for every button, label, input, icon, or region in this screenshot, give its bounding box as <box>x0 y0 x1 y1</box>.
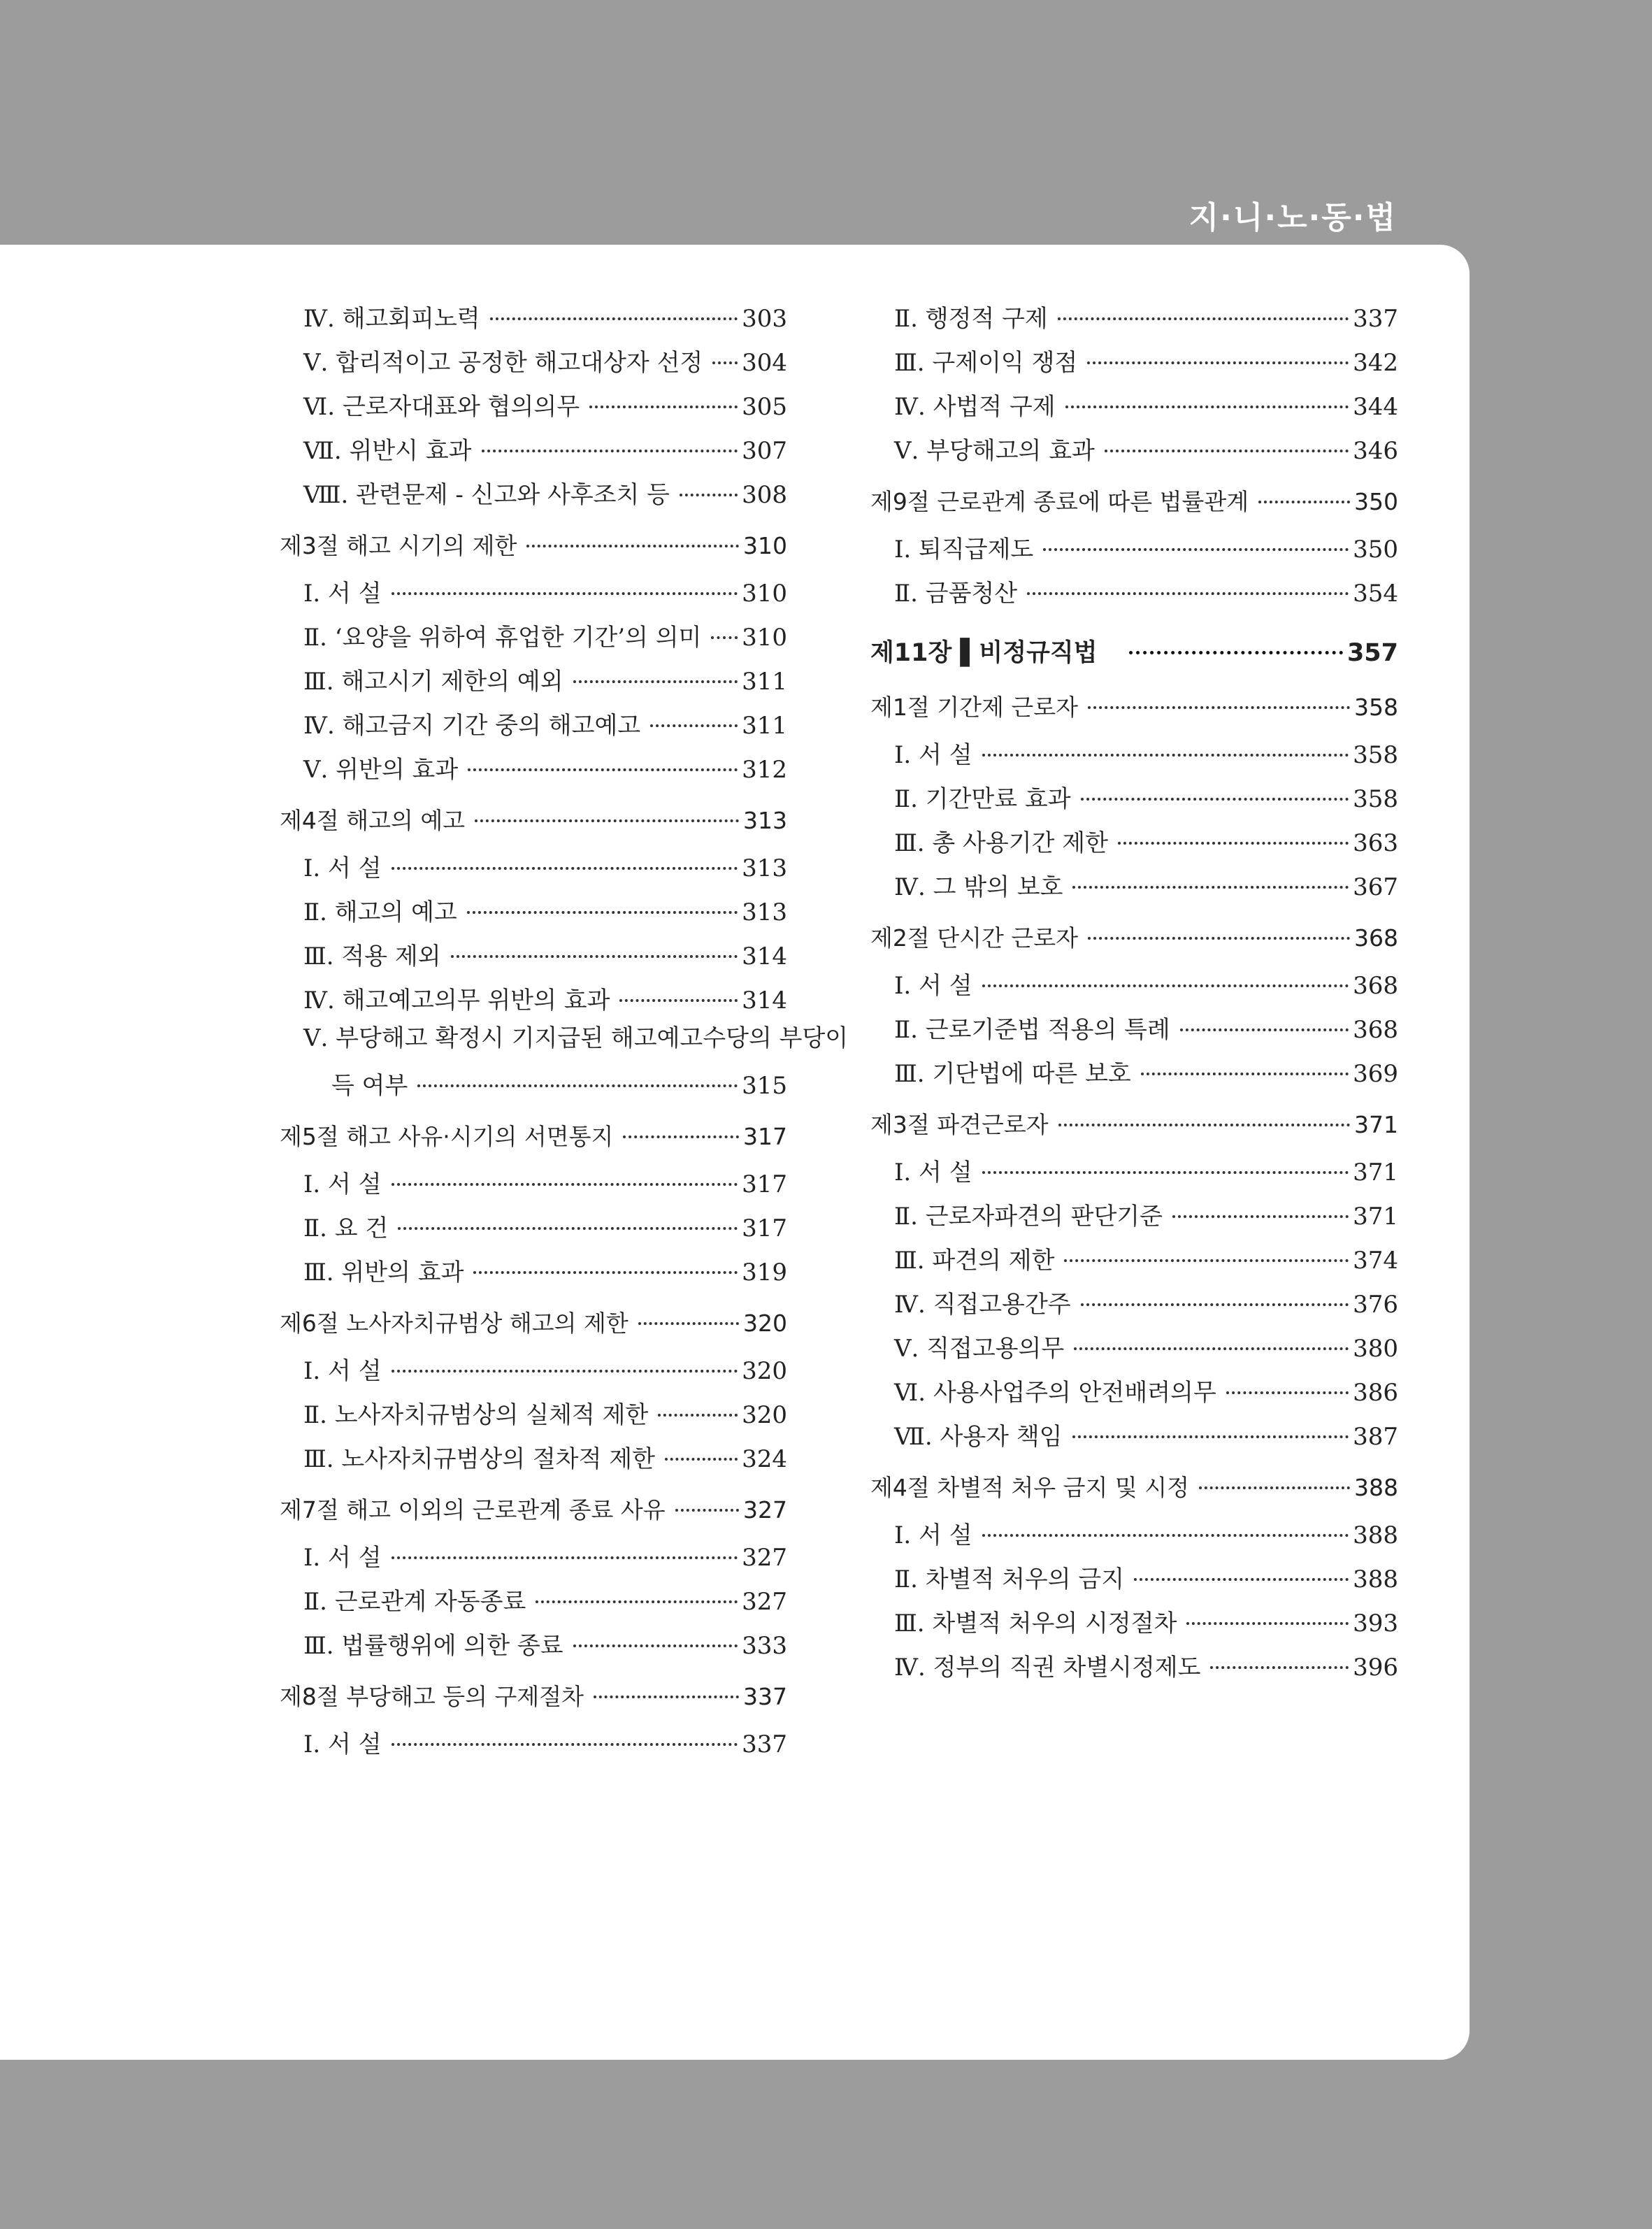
toc-entry-label: Ⅳ. 해고금지 기간 중의 해고예고 <box>303 712 641 740</box>
toc-subsection-entry[interactable] <box>280 1397 787 1433</box>
toc-entry-label: Ⅱ. 행정적 구제 <box>894 305 1048 333</box>
toc-entry-title: Ⅴ. 부당해고 확정시 기지급된 해고예고수당의 부당이 <box>303 1024 849 1052</box>
dot-leader <box>638 1322 739 1325</box>
toc-page-number: 320 <box>742 1401 787 1429</box>
dot-leader <box>1186 1622 1349 1625</box>
toc-subsection-entry[interactable] <box>280 1353 787 1389</box>
toc-section-entry[interactable] <box>280 528 787 564</box>
dot-leader <box>1088 706 1350 709</box>
toc-page-number: 380 <box>1353 1335 1398 1363</box>
toc-section-entry[interactable] <box>280 1305 787 1342</box>
toc-page-number: 315 <box>742 1072 787 1100</box>
dot-leader <box>417 1084 738 1087</box>
dot-leader <box>1180 1029 1349 1031</box>
dot-leader <box>1129 651 1342 654</box>
toc-entry-label: Ⅲ. 구제이익 쟁점 <box>894 349 1078 377</box>
toc-entry-label: Ⅱ. 노사자치규범상의 실체적 제한 <box>303 1401 649 1429</box>
toc-page-number: 358 <box>1353 785 1398 813</box>
toc-page-number: 305 <box>742 393 787 421</box>
toc-entry-label: Ⅰ. 서 설 <box>303 854 382 882</box>
toc-entry-label: 제6절 노사자치규범상 해고의 제한 <box>280 1310 629 1337</box>
dot-leader <box>650 724 738 727</box>
toc-entry-label: 제11장 ▌비정규직법 <box>870 639 1098 667</box>
toc-entry-label: Ⅱ. ‘요양을 위하여 휴업한 기간’의 의미 <box>303 624 702 652</box>
toc-page-number: 319 <box>742 1259 787 1286</box>
toc-entry-label: Ⅰ. 서 설 <box>303 1544 382 1572</box>
dot-leader <box>589 406 738 408</box>
toc-page-number: 327 <box>743 1496 787 1524</box>
dot-leader <box>712 361 738 364</box>
toc-page-number: 317 <box>743 1123 787 1150</box>
toc-page-number: 337 <box>1353 305 1398 333</box>
toc-subsection-entry[interactable] <box>870 1375 1398 1411</box>
toc-page-number: 357 <box>1346 639 1398 667</box>
toc-page-number: 320 <box>743 1310 787 1337</box>
toc-subsection-entry[interactable] <box>280 477 787 513</box>
toc-subsection-entry[interactable] <box>870 1242 1398 1279</box>
dot-leader <box>982 984 1349 987</box>
dot-leader <box>1199 1486 1350 1489</box>
toc-section-entry[interactable] <box>280 1679 787 1715</box>
toc-entry-label: Ⅲ. 파견의 제한 <box>894 1247 1055 1275</box>
dot-leader <box>1065 406 1349 408</box>
toc-subsection-entry[interactable] <box>870 1649 1398 1686</box>
toc-page-number: 344 <box>1353 393 1398 421</box>
toc-entry-label: 제7절 해고 이외의 근로관계 종료 사유 <box>280 1496 666 1524</box>
dot-leader <box>392 1743 738 1746</box>
toc-chapter-entry[interactable] <box>870 635 1398 671</box>
dot-leader <box>1226 1391 1349 1394</box>
dot-leader <box>623 1135 739 1138</box>
toc-entry-label: 제2절 단시간 근로자 <box>870 924 1078 952</box>
toc-subsection-entry[interactable] <box>870 1419 1398 1455</box>
toc-page-number: 388 <box>1353 1565 1398 1593</box>
toc-page-number: 350 <box>1354 488 1398 515</box>
dot-leader <box>711 636 738 639</box>
toc-subsection-entry[interactable] <box>870 433 1398 469</box>
dot-leader <box>658 1414 738 1417</box>
toc-subsection-entry[interactable] <box>280 894 787 931</box>
toc-subsection-entry[interactable] <box>280 1254 787 1291</box>
toc-page-number: 386 <box>1353 1379 1398 1407</box>
toc-subsection-entry[interactable] <box>870 575 1398 612</box>
dot-leader <box>392 867 738 870</box>
toc-page-number: 363 <box>1353 829 1398 857</box>
toc-page-number: 368 <box>1353 972 1398 1000</box>
toc-entry-label: Ⅱ. 요 건 <box>303 1214 389 1242</box>
toc-subsection-entry[interactable] <box>280 433 787 469</box>
toc-page-number: 342 <box>1353 349 1398 377</box>
dot-leader <box>392 1183 738 1186</box>
toc-page-number: 393 <box>1353 1610 1398 1637</box>
toc-subsection-entry[interactable] <box>280 619 787 656</box>
toc-subsection-entry[interactable] <box>870 968 1398 1004</box>
dot-leader <box>1141 1073 1349 1075</box>
toc-entry-label: 제9절 근로관계 종료에 따른 법률관계 <box>870 488 1249 515</box>
toc-page-number: 327 <box>742 1544 787 1572</box>
toc-subsection-entry[interactable] <box>870 781 1398 817</box>
toc-entry-label: Ⅷ. 관련문제 - 신고와 사후조치 등 <box>303 481 670 509</box>
dot-leader <box>1072 886 1349 889</box>
toc-entry-label: Ⅶ. 위반시 효과 <box>303 437 472 465</box>
toc-entry-label: Ⅶ. 사용자 책임 <box>894 1423 1063 1451</box>
toc-page-number: 320 <box>742 1357 787 1385</box>
toc-subsection-entry[interactable] <box>280 752 787 788</box>
toc-subsection-entry[interactable] <box>280 982 787 1019</box>
dot-leader <box>675 1509 739 1512</box>
toc-entry-label: Ⅱ. 기간만료 효과 <box>894 785 1071 813</box>
toc-entry-label: Ⅱ. 근로관계 자동종료 <box>303 1588 526 1616</box>
toc-section-entry[interactable] <box>870 484 1398 520</box>
toc-page-number: 337 <box>742 1730 787 1758</box>
toc-subsection-entry[interactable] <box>870 869 1398 905</box>
toc-subsection-entry[interactable] <box>280 345 787 381</box>
toc-page-number: 368 <box>1354 924 1398 952</box>
dot-leader <box>1105 450 1349 452</box>
toc-entry-label: Ⅱ. 차별적 처우의 금지 <box>894 1565 1125 1593</box>
dot-leader <box>536 1600 738 1603</box>
toc-subsection-entry[interactable] <box>280 1628 787 1664</box>
dot-leader <box>1088 937 1350 940</box>
dot-leader <box>1058 317 1349 320</box>
dot-leader <box>451 955 738 958</box>
toc-entry-label: Ⅲ. 해고시기 제한의 예외 <box>303 668 563 696</box>
toc-entry-label: Ⅳ. 정부의 직권 차별시정제도 <box>894 1654 1201 1682</box>
toc-entry-label: Ⅴ. 합리적이고 공정한 해고대상자 선정 <box>303 349 703 377</box>
toc-subsection-entry[interactable] <box>870 1286 1398 1323</box>
toc-entry-label: Ⅱ. 근로자파견의 판단기준 <box>894 1203 1163 1231</box>
toc-entry-label: 제3절 해고 시기의 제한 <box>280 532 517 559</box>
dot-leader <box>573 1644 738 1647</box>
dot-leader <box>1064 1259 1349 1262</box>
toc-page-number: 324 <box>742 1445 787 1473</box>
toc-entry-label: Ⅰ. 서 설 <box>303 1730 382 1758</box>
toc-subsection-entry[interactable] <box>870 1331 1398 1367</box>
toc-subsection-entry[interactable] <box>280 1166 787 1203</box>
toc-entry-label: Ⅵ. 근로자대표와 협의의무 <box>303 393 580 421</box>
dot-leader <box>594 1696 739 1698</box>
toc-entry-label: Ⅲ. 노사자치규범상의 절차적 제한 <box>303 1445 655 1473</box>
toc-entry-label: Ⅴ. 직접고용의무 <box>894 1335 1065 1363</box>
dot-leader <box>1074 1347 1349 1350</box>
dot-leader <box>1210 1666 1349 1669</box>
toc-entry-label: Ⅰ. 서 설 <box>303 1357 382 1385</box>
dot-leader <box>1134 1578 1349 1581</box>
toc-subsection-entry[interactable] <box>280 850 787 887</box>
toc-entry-label: Ⅳ. 그 밖의 보호 <box>894 873 1063 901</box>
toc-page-number: 388 <box>1354 1474 1398 1501</box>
toc-subsection-entry[interactable] <box>870 1154 1398 1191</box>
toc-entry-label: 제4절 차별적 처우 금지 및 시정 <box>870 1474 1189 1501</box>
toc-page-number: 358 <box>1354 694 1398 721</box>
toc-entry-label: Ⅳ. 해고회피노력 <box>303 305 480 333</box>
toc-subsection-entry[interactable] <box>870 825 1398 861</box>
toc-page-number: 371 <box>1354 1111 1398 1138</box>
toc-page-number: 369 <box>1353 1060 1398 1088</box>
dot-leader <box>665 1458 738 1461</box>
dot-leader <box>467 911 738 914</box>
toc-subsection-entry[interactable] <box>280 1584 787 1620</box>
toc-section-entry[interactable] <box>280 803 787 839</box>
toc-entry-label: Ⅰ. 서 설 <box>894 1521 972 1549</box>
toc-subsection-entry[interactable] <box>870 1605 1398 1642</box>
toc-page-number: 304 <box>742 349 787 377</box>
toc-section-entry[interactable] <box>870 1470 1398 1506</box>
dot-leader <box>982 1171 1349 1174</box>
dot-leader <box>468 768 738 771</box>
dot-leader <box>473 1271 738 1274</box>
toc-page-number: 310 <box>742 624 787 652</box>
toc-page-number: 327 <box>742 1588 787 1616</box>
toc-page-number: 374 <box>1353 1247 1398 1275</box>
dot-leader <box>619 999 738 1002</box>
toc-entry-label: Ⅰ. 서 설 <box>303 580 382 608</box>
toc-page-number: 303 <box>742 305 787 333</box>
dot-leader <box>475 819 739 822</box>
toc-section-entry[interactable] <box>870 689 1398 726</box>
toc-entry-label: Ⅲ. 법률행위에 의한 종료 <box>303 1632 563 1660</box>
toc-subsection-entry[interactable] <box>870 1012 1398 1048</box>
dot-leader <box>392 592 738 595</box>
toc-subsection-entry[interactable] <box>870 389 1398 425</box>
dot-leader <box>490 317 738 320</box>
toc-entry-label: 제3절 파견근로자 <box>870 1111 1049 1138</box>
toc-page-number: 350 <box>1353 536 1398 564</box>
toc-subsection-entry[interactable] <box>280 1068 787 1104</box>
toc-page-number: 308 <box>742 481 787 509</box>
toc-section-entry[interactable] <box>870 920 1398 956</box>
toc-page-number: 310 <box>743 532 787 559</box>
dot-leader <box>1172 1215 1349 1218</box>
toc-entry-label: Ⅰ. 서 설 <box>894 972 972 1000</box>
toc-page-number: 313 <box>742 898 787 926</box>
toc-page-number: 376 <box>1353 1291 1398 1319</box>
toc-page-number: 313 <box>742 854 787 882</box>
toc-entry-label: 제4절 해고의 예고 <box>280 807 466 834</box>
toc-entry-label: Ⅲ. 총 사용기간 제한 <box>894 829 1108 857</box>
running-header-title: 지·니·노·동·법 <box>1188 200 1397 236</box>
dot-leader <box>392 1556 738 1559</box>
toc-page-number: 314 <box>742 987 787 1015</box>
toc-subsection-entry[interactable] <box>280 1441 787 1477</box>
dot-leader <box>1087 361 1349 364</box>
dot-leader <box>680 494 738 496</box>
toc-page-number: 333 <box>742 1632 787 1660</box>
toc-entry-label: Ⅳ. 해고예고의무 위반의 효과 <box>303 987 610 1015</box>
toc-page-number: 371 <box>1353 1159 1398 1187</box>
toc-entry-label: Ⅳ. 사법적 구제 <box>894 393 1056 421</box>
toc-subsection-entry[interactable] <box>870 1561 1398 1598</box>
toc-entry-label: Ⅳ. 직접고용간주 <box>894 1291 1071 1319</box>
toc-entry-label: Ⅴ. 위반의 효과 <box>303 756 459 784</box>
toc-page-number: 358 <box>1353 741 1398 769</box>
dot-leader <box>1081 798 1349 801</box>
toc-section-entry[interactable] <box>280 1119 787 1155</box>
dot-leader <box>1043 548 1349 551</box>
toc-page-number: 312 <box>742 756 787 784</box>
toc-page-number: 314 <box>742 943 787 970</box>
toc-page-number: 368 <box>1353 1016 1398 1044</box>
toc-entry-label: Ⅱ. 해고의 예고 <box>303 898 457 926</box>
dot-leader <box>1258 501 1350 503</box>
toc-page-number: 307 <box>742 437 787 465</box>
toc-subsection-entry[interactable] <box>870 301 1398 337</box>
dot-leader <box>982 1534 1349 1537</box>
toc-page-number: 311 <box>742 712 787 740</box>
toc-page-number: 371 <box>1353 1203 1398 1231</box>
toc-section-entry[interactable] <box>870 1107 1398 1143</box>
toc-subsection-entry[interactable] <box>870 1198 1398 1235</box>
toc-page-number: 317 <box>742 1170 787 1198</box>
toc-page-number: 396 <box>1353 1654 1398 1682</box>
toc-subsection-entry[interactable] <box>280 1210 787 1247</box>
toc-entry-label: Ⅰ. 서 설 <box>894 1159 972 1187</box>
toc-subsection-entry[interactable] <box>280 1726 787 1763</box>
toc-page-number: 354 <box>1353 580 1398 608</box>
toc-subsection-entry[interactable] <box>280 575 787 612</box>
dot-leader <box>1027 592 1349 595</box>
toc-page-number: 367 <box>1353 873 1398 901</box>
toc-subsection-entry[interactable] <box>870 1517 1398 1554</box>
toc-entry-label: Ⅱ. 금품청산 <box>894 580 1018 608</box>
toc-page-number: 337 <box>743 1683 787 1710</box>
dot-leader <box>398 1227 738 1230</box>
dot-leader <box>982 754 1349 757</box>
toc-subsection-entry[interactable] <box>280 708 787 744</box>
toc-subsection-entry[interactable] <box>280 664 787 700</box>
toc-page-number: 310 <box>742 580 787 608</box>
toc-subsection-entry[interactable] <box>870 531 1398 568</box>
toc-subsection-entry[interactable] <box>870 1056 1398 1092</box>
toc-subsection-entry[interactable] <box>870 737 1398 773</box>
toc-entry-label: Ⅰ. 서 설 <box>894 741 972 769</box>
dot-leader <box>1118 842 1349 845</box>
dot-leader <box>1072 1435 1349 1438</box>
toc-section-entry[interactable] <box>280 1492 787 1528</box>
toc-entry-label: Ⅰ. 퇴직급제도 <box>894 536 1034 564</box>
toc-entry-label: 제5절 해고 사유·시기의 서면통지 <box>280 1123 614 1150</box>
toc-subsection-entry[interactable] <box>280 1540 787 1576</box>
toc-page-number: 317 <box>742 1214 787 1242</box>
dot-leader <box>392 1370 738 1372</box>
toc-entry-label: Ⅲ. 기단법에 따른 보호 <box>894 1060 1131 1088</box>
toc-page <box>0 245 1470 2060</box>
toc-entry-label: Ⅰ. 서 설 <box>303 1170 382 1198</box>
toc-page-number: 346 <box>1353 437 1398 465</box>
toc-page-number: 387 <box>1353 1423 1398 1451</box>
dot-leader <box>482 450 738 452</box>
dot-leader <box>573 680 738 683</box>
toc-page-number: 388 <box>1353 1521 1398 1549</box>
toc-entry-label: 제1절 기간제 근로자 <box>870 694 1078 721</box>
toc-page-number: 311 <box>742 668 787 696</box>
toc-subsection-entry[interactable] <box>870 345 1398 381</box>
toc-entry-label: 제8절 부당해고 등의 구제절차 <box>280 1683 584 1710</box>
toc-entry-label: 득 여부 <box>331 1072 408 1100</box>
toc-subsection-entry[interactable] <box>280 938 787 975</box>
toc-page-number: 313 <box>743 807 787 834</box>
toc-subsection-entry[interactable] <box>280 389 787 425</box>
toc-entry-label: Ⅲ. 차별적 처우의 시정절차 <box>894 1610 1177 1637</box>
dot-leader <box>1081 1303 1349 1306</box>
toc-subsection-entry[interactable] <box>280 301 787 337</box>
toc-entry-label: Ⅵ. 사용사업주의 안전배려의무 <box>894 1379 1216 1407</box>
toc-entry-label: Ⅴ. 부당해고의 효과 <box>894 437 1095 465</box>
dot-leader <box>1058 1124 1350 1126</box>
toc-entry-label: Ⅱ. 근로기준법 적용의 특례 <box>894 1016 1170 1044</box>
dot-leader <box>526 545 739 547</box>
toc-entry-label: Ⅲ. 위반의 효과 <box>303 1259 464 1286</box>
toc-entry-label: Ⅲ. 적용 제외 <box>303 943 441 970</box>
